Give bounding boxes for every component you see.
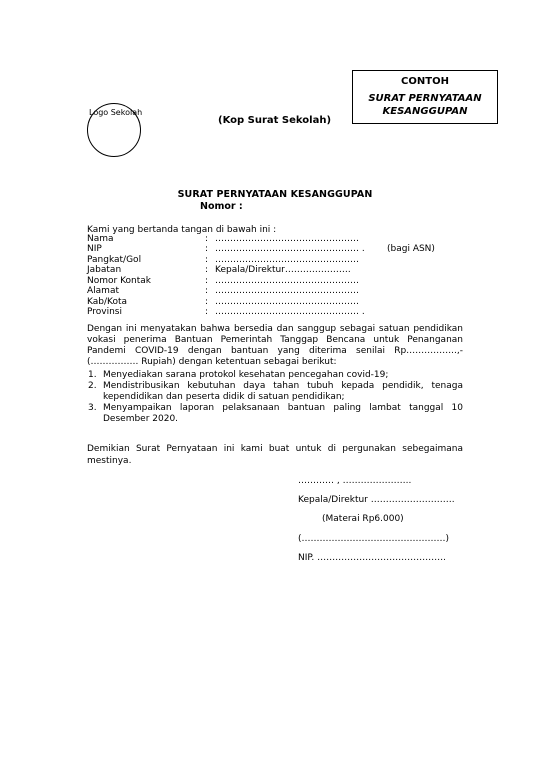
field-colon: : bbox=[205, 234, 209, 244]
field-label: Alamat bbox=[87, 286, 119, 296]
signature-position: Kepala/Direktur ………………………. bbox=[298, 495, 455, 505]
field-label: Jabatan bbox=[87, 265, 122, 275]
field-colon: : bbox=[205, 307, 209, 317]
document-number: Nomor : bbox=[200, 201, 243, 212]
example-box-title: CONTOH bbox=[401, 76, 449, 87]
closing-paragraph: Demikian Surat Pernyataan ini kami buat untuk di pergunakan sebegaimana mestinya. bbox=[87, 444, 463, 466]
field-value: ………………………………………… bbox=[215, 276, 359, 286]
field-label: Kab/Kota bbox=[87, 297, 128, 307]
field-colon: : bbox=[205, 265, 209, 275]
list-item-text: Menyediakan sarana protokol kesehatan pencegahan covid-19; bbox=[103, 370, 389, 380]
field-label: Nama bbox=[87, 234, 114, 244]
field-row-provinsi bbox=[87, 307, 467, 318]
field-value: Kepala/Direktur…………………. bbox=[215, 265, 351, 275]
signature-nip: NIP. ……………………………………. bbox=[298, 553, 446, 563]
field-colon: : bbox=[205, 276, 209, 286]
statement-paragraph: Dengan ini menyatakan bahwa bersedia dan sanggup sebagai satuan pendidikan vokasi penerima Bantuan Pemerintah Tanggap Bencana untuk Penanganan Pandemi COVID-19 dengan bantuan yang diterima senilai Rp……………..,- (……………. Rupiah) dengan ketentuan sebagai berikut: bbox=[87, 324, 463, 367]
letterhead-placeholder: (Kop Surat Sekolah) bbox=[218, 115, 332, 126]
signature-place-date: ………… , ………………….. bbox=[298, 476, 412, 486]
list-item-number: 1. bbox=[88, 370, 97, 380]
example-label-box bbox=[352, 70, 498, 124]
field-row-alamat bbox=[87, 286, 467, 297]
list-item bbox=[87, 370, 463, 381]
field-colon: : bbox=[205, 244, 209, 254]
field-colon: : bbox=[205, 255, 209, 265]
list-item bbox=[87, 381, 463, 403]
obligations-list bbox=[87, 370, 463, 425]
field-value: ………………………………………… bbox=[215, 255, 359, 265]
example-box-line-1: SURAT PERNYATAAN bbox=[368, 93, 482, 104]
field-colon: : bbox=[205, 297, 209, 307]
field-row-nip bbox=[87, 244, 467, 255]
list-item bbox=[87, 403, 463, 425]
field-colon: : bbox=[205, 286, 209, 296]
field-value: ………………………………………… bbox=[215, 234, 359, 244]
list-item-text: Mendistribusikan kebutuhan daya tahan tubuh kepada pendidik, tenaga kependidikan dan peserta didik di satuan pendidikan; bbox=[103, 381, 463, 402]
document-title: SURAT PERNYATAAN KESANGGUPAN bbox=[177, 189, 373, 200]
field-label: Nomor Kontak bbox=[87, 276, 151, 286]
list-item-text: Menyampaikan laporan pelaksanaan bantuan paling lambat tanggal 10 Desember 2020. bbox=[103, 403, 463, 424]
school-logo-label: Logo Sekolah bbox=[89, 108, 143, 117]
field-value: ………………………………………… bbox=[215, 286, 359, 296]
field-value: ………………………………………… bbox=[215, 297, 359, 307]
field-value: ………………………………………… . bbox=[215, 244, 365, 254]
field-label: Pangkat/Gol bbox=[87, 255, 142, 265]
field-row-jabatan bbox=[87, 265, 467, 276]
field-label: Provinsi bbox=[87, 307, 122, 317]
field-label: NIP bbox=[87, 244, 102, 254]
signature-name: (…………………………………………) bbox=[298, 534, 450, 544]
intro-text: Kami yang bertanda tangan di bawah ini : bbox=[87, 225, 277, 235]
list-item-number: 2. bbox=[88, 381, 97, 391]
list-item-number: 3. bbox=[88, 403, 97, 413]
signature-stamp-duty: (Materai Rp6.000) bbox=[322, 514, 404, 524]
field-note: (bagi ASN) bbox=[387, 244, 435, 254]
field-value: ………………………………………… . bbox=[215, 307, 365, 317]
example-box-line-2: KESANGGUPAN bbox=[382, 106, 468, 117]
